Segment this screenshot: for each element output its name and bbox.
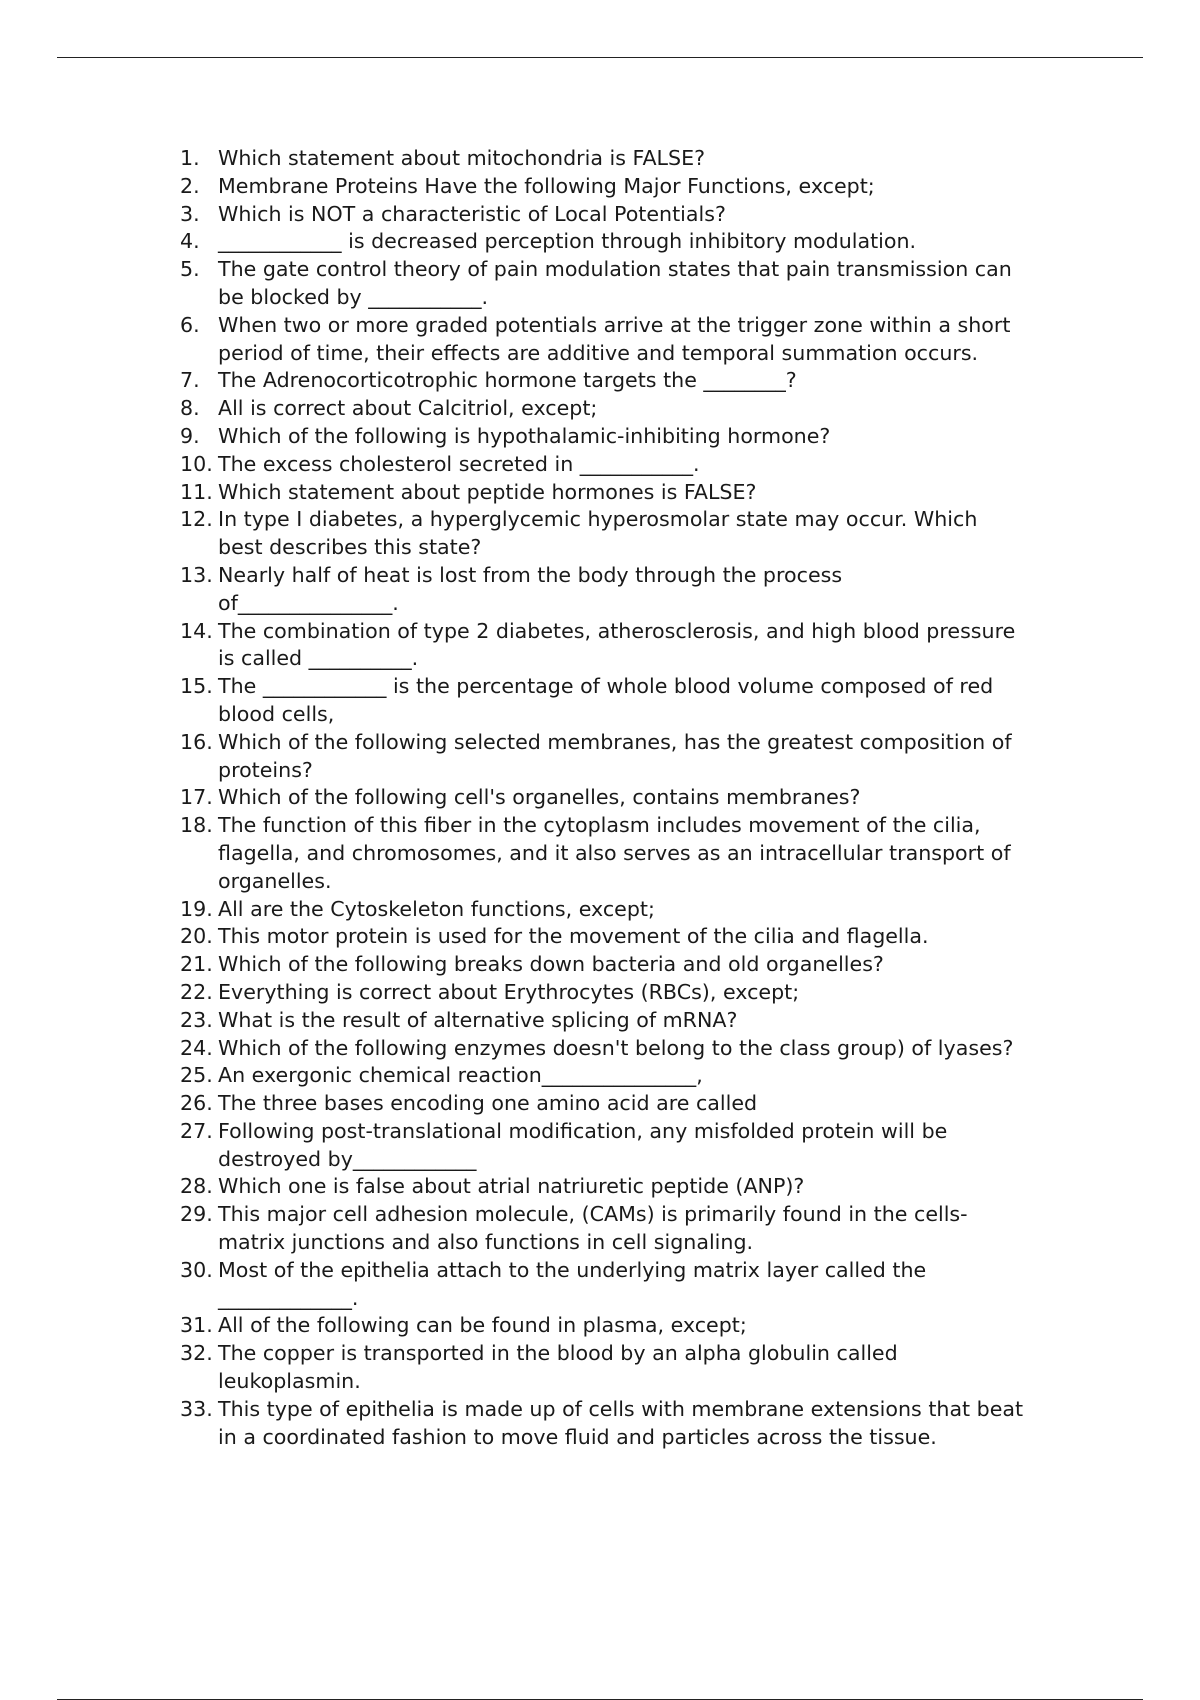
question-text: ____________ is decreased perception through inhibitory modulation.	[218, 229, 917, 254]
question-number: 5.	[180, 257, 200, 282]
question-text: This motor protein is used for the movement of the cilia and flagella.	[218, 924, 929, 949]
question-item	[180, 1035, 1085, 1063]
question-number: 13.	[180, 562, 213, 587]
question-text: In type I diabetes, a hyperglycemic hyperosmolar state may occur. Which best describes this state?	[218, 507, 978, 560]
header-rule	[57, 57, 1143, 58]
question-item	[180, 1257, 1085, 1313]
question-number: 7.	[180, 368, 200, 393]
question-item	[180, 1340, 1085, 1396]
question-number: 32.	[180, 1341, 213, 1366]
question-item	[180, 1312, 1085, 1340]
question-item	[180, 256, 1085, 312]
question-item	[180, 673, 1085, 729]
question-text: The ____________ is the percentage of whole blood volume composed of red blood cells,	[218, 674, 994, 726]
question-number: 25.	[180, 1063, 213, 1088]
question-text: This type of epithelia is made up of cells with membrane extensions that beat in a coordinated fashion to move fluid and particles across the tissue.	[218, 1396, 1024, 1449]
question-item	[180, 1007, 1085, 1035]
question-item	[180, 312, 1085, 368]
question-item	[180, 173, 1085, 201]
question-item	[180, 896, 1085, 924]
question-text: Which of the following selected membranes, has the greatest composition of proteins?	[218, 729, 1012, 782]
question-text: Which statement about peptide hormones is FALSE?	[218, 479, 757, 504]
question-number: 17.	[180, 785, 213, 810]
question-number: 27.	[180, 1118, 213, 1143]
question-number: 23.	[180, 1007, 213, 1032]
question-number: 24.	[180, 1035, 213, 1060]
question-number: 28.	[180, 1174, 213, 1199]
question-number: 26.	[180, 1091, 213, 1116]
question-text: What is the result of alternative splicing of mRNA?	[218, 1007, 738, 1032]
question-item	[180, 506, 1085, 562]
question-number: 29.	[180, 1202, 213, 1227]
question-text: Membrane Proteins Have the following Major Functions, except;	[218, 173, 875, 198]
question-item	[180, 784, 1085, 812]
question-number: 2.	[180, 173, 200, 198]
question-text: Which of the following enzymes doesn't belong to the class group) of lyases?	[218, 1035, 1014, 1060]
question-item	[180, 1118, 1085, 1174]
question-text: Following post-translational modification, any misfolded protein will be destroyed by____________	[218, 1118, 948, 1171]
question-item	[180, 979, 1085, 1007]
question-text: Nearly half of heat is lost from the body through the process of_______________.	[218, 562, 843, 615]
question-text: Which one is false about atrial natriuretic peptide (ANP)?	[218, 1174, 805, 1199]
question-number: 18.	[180, 813, 213, 838]
question-number: 8.	[180, 396, 200, 421]
question-list	[180, 145, 1085, 1451]
question-text: This major cell adhesion molecule, (CAMs) is primarily found in the cells- matrix junctions and also functions in cell signaling.	[218, 1202, 968, 1255]
question-item	[180, 1201, 1085, 1257]
question-text: Which is NOT a characteristic of Local Potentials?	[218, 201, 726, 226]
question-number: 33.	[180, 1396, 213, 1421]
question-number: 6.	[180, 312, 200, 337]
question-item	[180, 729, 1085, 785]
question-item	[180, 228, 1085, 256]
question-number: 11.	[180, 479, 213, 504]
question-number: 3.	[180, 201, 200, 226]
question-item	[180, 201, 1085, 229]
question-number: 16.	[180, 729, 213, 754]
question-number: 1.	[180, 146, 200, 170]
question-number: 20.	[180, 924, 213, 949]
question-number: 15.	[180, 674, 213, 699]
question-number: 12.	[180, 507, 213, 532]
question-text: The combination of type 2 diabetes, atherosclerosis, and high blood pressure is called __________.	[218, 618, 1016, 671]
question-item	[180, 423, 1085, 451]
question-number: 30.	[180, 1257, 213, 1282]
question-number: 9.	[180, 423, 200, 448]
question-item	[180, 1062, 1085, 1090]
question-item	[180, 479, 1085, 507]
question-text: Which statement about mitochondria is FALSE?	[218, 146, 706, 170]
question-text: The function of this fiber in the cytoplasm includes movement of the cilia, flagella, and chromosomes, and it also serves as an intracellular transport of organelles.	[218, 813, 1011, 893]
question-text: The Adrenocorticotrophic hormone targets the ________?	[218, 368, 797, 393]
question-text: All of the following can be found in plasma, except;	[218, 1313, 747, 1338]
question-item	[180, 145, 1085, 173]
question-text: Which of the following cell's organelles, contains membranes?	[218, 785, 861, 810]
question-item	[180, 367, 1085, 395]
question-item	[180, 395, 1085, 423]
question-text: The excess cholesterol secreted in ___________.	[218, 451, 700, 476]
question-number: 19.	[180, 896, 213, 921]
question-item	[180, 1173, 1085, 1201]
question-item	[180, 1090, 1085, 1118]
question-item	[180, 1396, 1085, 1452]
question-item	[180, 812, 1085, 895]
question-number: 21.	[180, 952, 213, 977]
question-text: Everything is correct about Erythrocytes (RBCs), except;	[218, 979, 800, 1004]
question-number: 22.	[180, 979, 213, 1004]
question-item	[180, 923, 1085, 951]
question-number: 31.	[180, 1313, 213, 1338]
question-text: When two or more graded potentials arrive at the trigger zone within a short period of time, their effects are additive and temporal summation occurs.	[218, 312, 1011, 365]
question-number: 10.	[180, 451, 213, 476]
question-text: The gate control theory of pain modulation states that pain transmission can be blocked by ___________.	[218, 257, 1012, 309]
question-text: The copper is transported in the blood by an alpha globulin called leukoplasmin.	[218, 1341, 898, 1394]
question-text: The three bases encoding one amino acid are called	[218, 1091, 758, 1116]
question-text: Which of the following is hypothalamic-inhibiting hormone?	[218, 423, 831, 448]
question-number: 4.	[180, 229, 200, 254]
question-item	[180, 451, 1085, 479]
question-item	[180, 618, 1085, 674]
question-text: Most of the epithelia attach to the underlying matrix layer called the _____________.	[218, 1257, 927, 1310]
question-text: All are the Cytoskeleton functions, except;	[218, 896, 655, 921]
question-number: 14.	[180, 618, 213, 643]
question-text: Which of the following breaks down bacteria and old organelles?	[218, 952, 884, 977]
question-text: All is correct about Calcitriol, except;	[218, 396, 598, 421]
question-item	[180, 951, 1085, 979]
question-text: An exergonic chemical reaction_______________,	[218, 1063, 703, 1088]
question-item	[180, 562, 1085, 618]
